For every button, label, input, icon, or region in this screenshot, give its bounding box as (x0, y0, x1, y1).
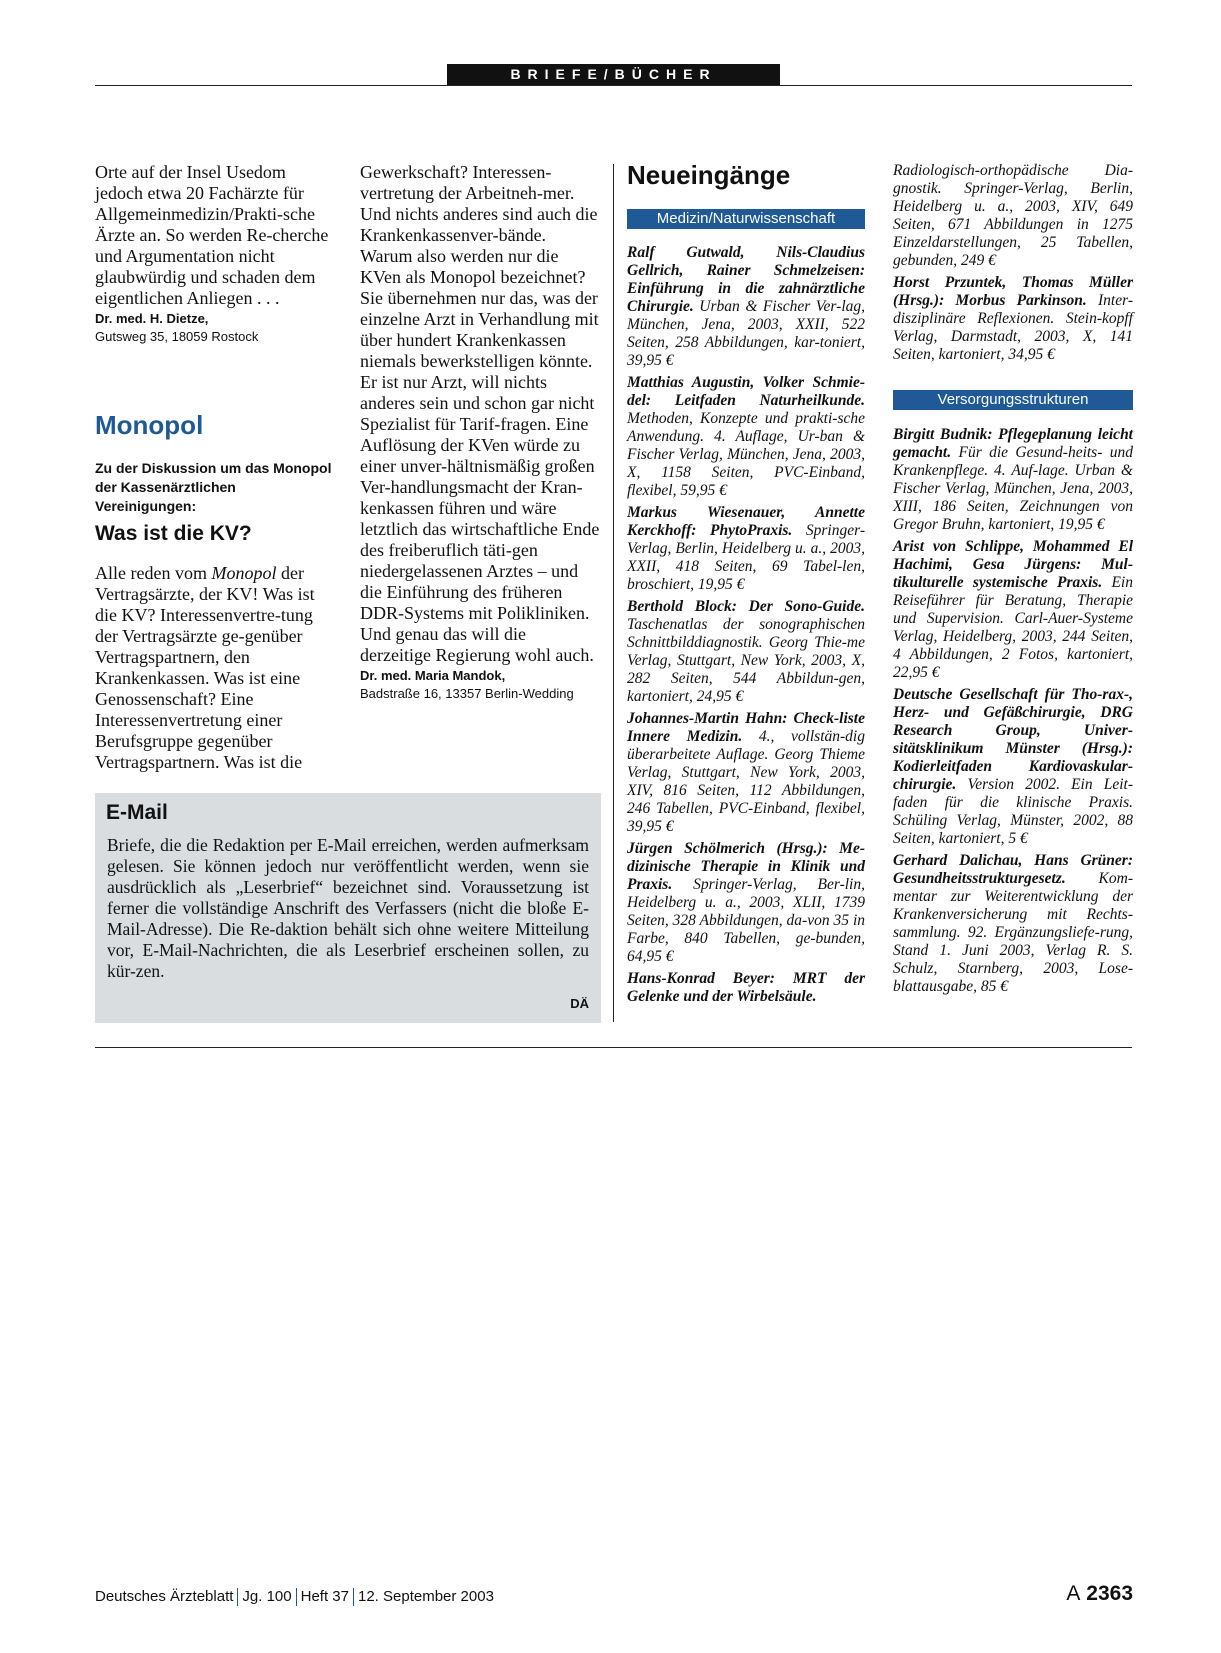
book-entry: Gerhard Dalichau, Hans Grüner: Gesundheitsstrukturgesetz. Kom-mentar zur Weiterentwicklung der Krankenversicherung mit Rechts-sammlung. 92. Ergänzungsliefe-rung, Stand 1. Juni 2003, Verlag R. S. Schulz, Starnberg, 2003, Lose-blattausgabe, 85 € (893, 852, 1133, 995)
journal-issue: Heft 37 (300, 1588, 349, 1605)
book-list-col4-top (893, 162, 1133, 368)
book-entry: Deutsche Gesellschaft für Tho-rax-, Herz- und Gefäßchirurgie, DRG Research Group, Univer-sitätsklinikum Münster (Hrsg.): Kodierleitfaden Kardiovaskular-chirurgie. Version 2002. Ein Leit-faden für die klinische Praxis. Schüling Verlag, Münster, 2002, 88 Seiten, kartoniert, 5 € (893, 686, 1133, 847)
book-entry: Markus Wiesenauer, Annette Kerckhoff: PhytoPraxis. Springer-Verlag, Berlin, Heidelberg u. a., 2003, XXII, 418 Seiten, 69 Tabel-len, broschiert, 19,95 € (627, 504, 865, 593)
book-entry: Matthias Augustin, Volker Schmie-del: Leitfaden Naturheilkunde. Methoden, Konzepte und prakti-sche Anwendung. 4. Auflage, Ur-ban & Fischer Verlag, München, Jena, 2003, X, 1158 Seiten, PVC-Einband, flexibel, 59,95 € (627, 374, 865, 499)
page-number: A 2363 (1066, 1582, 1133, 1605)
category-medizin: Medizin/Naturwissenschaft (627, 209, 865, 229)
section-header: BRIEFE/BÜCHER (447, 64, 780, 85)
column-divider (613, 164, 614, 1022)
letter-address: Gutsweg 35, 18059 Rostock (95, 329, 259, 344)
neueingaenge-heading: Neueingänge (627, 160, 791, 190)
letter-subheading: Was ist die KV? (95, 522, 252, 545)
letter-signature: Dr. med. H. Dietze, (95, 311, 209, 326)
book-entry: Arist von Schlippe, Mohammed El Hachimi, Gesa Jürgens: Mul-tikulturelle systemische Praxis. Ein Reiseführer für Beratung, Therapie und Supervision. Carl-Auer-Systeme Verlag, Heidelberg, 2003, 244 Seiten, 4 Abbildungen, 2 Fotos, kartoniert, 22,95 € (893, 538, 1133, 681)
column-1 (95, 162, 335, 346)
journal-date: 12. September 2003 (358, 1588, 494, 1605)
book-entry: Berthold Block: Der Sono-Guide. Taschenatlas der sonographischen Schnittbilddiagnostik. Georg Thie-me Verlag, Stuttgart, New York, 2003, X, 282 Seiten, 544 Abbildun-gen, kartoniert, 24,95 € (627, 598, 865, 705)
letter-signature-2: Dr. med. Maria Mandok, (360, 668, 506, 683)
category-versorgung: Versorgungsstrukturen (893, 390, 1133, 410)
book-entry: Hans-Konrad Beyer: MRT der Gelenke und der Wirbelsäule. (627, 970, 865, 1005)
book-entry: Johannes-Martin Hahn: Check-liste Innere Medizin. 4., vollstän-dig überarbeitete Auflage. Georg Thieme Verlag, Stuttgart, New York, 2003, XIV, 816 Seiten, 112 Abbildungen, 246 Tabellen, PVC-Einband, flexibel, 39,95 € (627, 710, 865, 835)
email-box-signature: DÄ (570, 996, 589, 1011)
book-entry: Ralf Gutwald, Nils-Claudius Gellrich, Rainer Schmelzeisen: Einführung in die zahnärztliche Chirurgie. Urban & Fischer Ver-lag, München, Jena, 2003, XXII, 522 Seiten, 258 Abbildungen, kar-toniert, 39,95 € (627, 244, 865, 369)
header-rule (95, 85, 1132, 86)
book-list-col3 (627, 244, 865, 1010)
book-entry: Jürgen Schölmerich (Hrsg.): Me-dizinische Therapie in Klinik und Praxis. Springer-Verlag, Ber-lin, Heidelberg u. a., 2003, XLII, 1739 Seiten, 328 Abbildungen, da-von 35 in Farbe, 840 Tabellen, ge-bunden, 64,95 € (627, 840, 865, 965)
letter-body: Alle reden vom Monopol der Vertragsärzte, der KV! Was ist die KV? Interessenvertre-tung der Vertragsärzte ge-genüber Vertragspartnern, den Krankenkassen. Was ist eine Genossenschaft? Eine Interessenvertretung einer Berufsgruppe gegenüber Vertragspartnern. Was ist die (95, 563, 315, 772)
footer-separator (296, 1588, 297, 1606)
journal-volume: Jg. 100 (242, 1588, 292, 1605)
book-entry-continued: Radiologisch-orthopädische Dia-gnostik. Springer-Verlag, Berlin, Heidelberg u. a., 2003, XIV, 649 Seiten, 671 Abbildungen in 1275 Einzeldarstellungen, 25 Tabellen, gebunden, 249 € (893, 162, 1133, 269)
monopol-intro: Zu der Diskussion um das Monopol der Kassenärztlichen Vereinigungen: (95, 460, 332, 514)
footer-separator (237, 1588, 238, 1606)
monopol-heading: Monopol (95, 410, 204, 440)
journal-name: Deutsches Ärzteblatt (95, 1588, 234, 1605)
email-box-title: E-Mail (106, 801, 168, 824)
bottom-rule (95, 1047, 1132, 1048)
footer-separator (353, 1588, 354, 1606)
email-box-text: Briefe, die die Redaktion per E-Mail erreichen, werden aufmerksam gelesen. Sie können jedoch nur veröffentlicht werden, wenn sie ausdrücklich als „Leserbrief“ bezeichnet sind. Voraussetzung ist ferner die vollständige Anschrift des Verfassers (nicht die bloße E-Mail-Adresse). Die Re-daktion behält sich ohne weitere Mitteilung vor, E-Mail-Nachrichten, die als Leserbrief erscheinen sollen, zu kür-zen. (107, 835, 589, 981)
email-notice-box (95, 793, 601, 1023)
footer (95, 1588, 494, 1606)
column-2 (360, 162, 600, 703)
book-list-col4-bottom (893, 426, 1133, 1000)
letter-text-continued: Orte auf der Insel Usedom jedoch etwa 20 Fachärzte für Allgemeinmedizin/Prakti-sche Ärzte an. So werden Re-cherche und Argumentation nicht glaubwürdig und schaden dem eigentlichen Anliegen . . . (95, 162, 329, 308)
letter-address-2: Badstraße 16, 13357 Berlin-Wedding (360, 686, 574, 701)
letter-text-continued-2: Gewerkschaft? Interessen-vertretung der Arbeitneh-mer. Und nichts anderes sind auch die Krankenkassenver-bände. Warum also werden nur die KVen als Monopol bezeichnet? Sie übernehmen nur das, was der einzelne Arzt in Verhandlung mit über hundert Krankenkassen niemals bewerkstelligen könnte. Er ist nur Arzt, will nichts anderes sein und schon gar nicht Spezialist für Tarif-fragen. Eine Auflösung der KVen würde zu einer unver-hältnismäßig großen Ver-handlungsmacht der Kran-kenkassen führen und wäre letztlich das wirtschaftliche Ende des freiberuflich täti-gen niedergelassenen Arztes – und die Einführung des früheren DDR-Systems mit Polikliniken. Und genau das will die derzeitige Regierung wohl auch. (360, 162, 600, 665)
book-entry: Horst Przuntek, Thomas Müller (Hrsg.): Morbus Parkinson. Inter-disziplinäre Reflexionen. Stein-kopff Verlag, Darmstadt, 2003, X, 141 Seiten, kartoniert, 34,95 € (893, 274, 1133, 363)
book-entry: Birgitt Budnik: Pflegeplanung leicht gemacht. Für die Gesund-heits- und Krankenpflege. 4. Auf-lage. Urban & Fischer Verlag, München, Jena, 2003, XIII, 186 Seiten, Zeichnungen von Gregor Bruhn, kartoniert, 19,95 € (893, 426, 1133, 533)
